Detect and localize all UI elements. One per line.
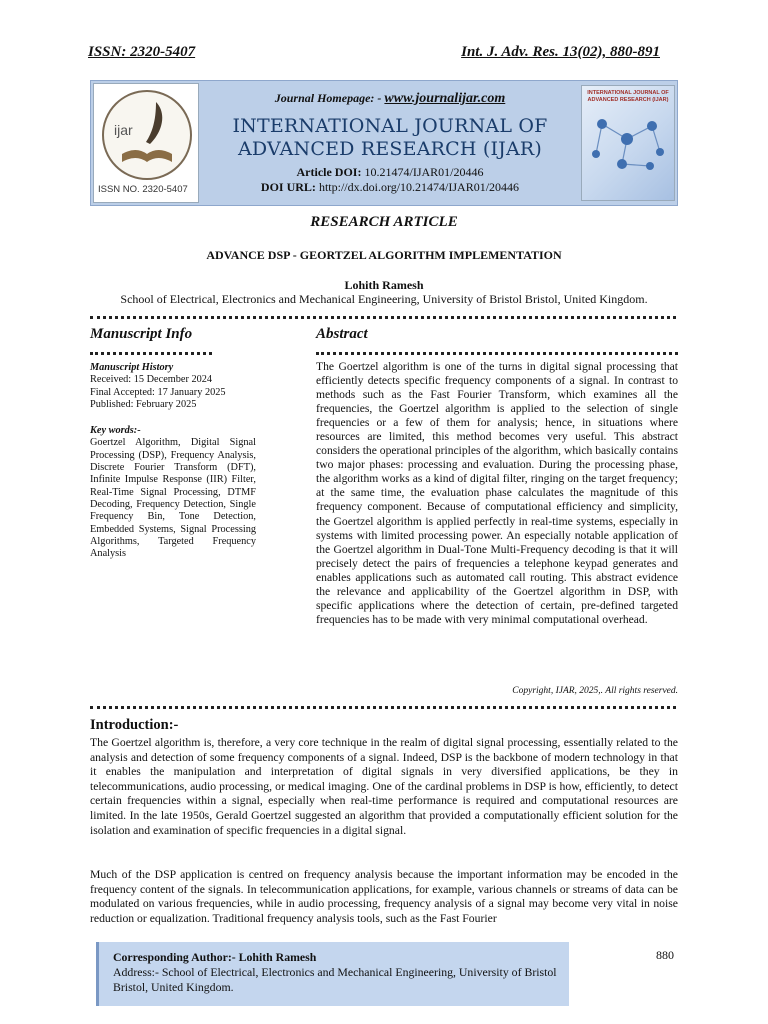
published-date: Published: February 2025 bbox=[90, 398, 197, 410]
banner-center bbox=[203, 91, 577, 195]
article-doi bbox=[203, 165, 577, 180]
abstract-text: The Goertzel algorithm is one of the turns in digital signal processing that efficiently detects specific frequency components of a signal. In contrast to methods such as the Fast Fourier Transform, which examines all the frequencies, the Goertzel algorithm is applied to the selection of single frequencies or a few of them for analysis; hence, in situations where resources are limited, this method becomes very useful. This abstract considers the operational principles of the algorithm, which basically contains two major phases: processing and evaluation. During the processing phase, the algorithm works as a kind of digital filter, ringing on the target frequency; at the same time, the evaluation phase calculates the magnitude of this frequency component. Because of computational efficiency and simplicity, the Goertzel algorithm is applied perfectly in real-time systems, especially in systems with limited processing power. An especially notable application of the Goertzel algorithm in Dual-Tone Multi-Frequency decoding is that it will precisely detect the pairs of frequencies a telephone keypad generates and enables applications such as automated call routing. This abstract evidence the relevance and applicability of the Goertzel algorithm in DSP, with specific applications where the detection of certain, pre-defined targeted frequencies has to be made with very minimal computational overhead. bbox=[316, 360, 678, 626]
article-doi-label: Article DOI: bbox=[296, 165, 362, 179]
divider-top bbox=[90, 316, 676, 319]
article-type: RESEARCH ARTICLE bbox=[310, 214, 458, 230]
molecule-icon bbox=[582, 104, 674, 184]
homepage-link[interactable]: www.journalijar.com bbox=[384, 91, 506, 106]
journal-banner bbox=[90, 80, 678, 206]
running-header bbox=[88, 44, 660, 61]
logo-wordmark: ijar bbox=[114, 122, 133, 138]
logo-issn: ISSN NO. 2320-5407 bbox=[98, 184, 188, 195]
manuscript-info bbox=[90, 362, 256, 560]
divider-bottom bbox=[90, 706, 676, 709]
keywords-list: Goertzel Algorithm, Digital Signal Processing (DSP), Frequency Analysis, Discrete Fourier Transform (DFT), Infinite Impulse Response (IIR) Filter, Real-Time Signal Processing, DTMF Decoding, Frequency Detection, Single Frequency Bin, Tone Detection, Embedded Systems, Signal Processing Algorithms, Targeted Frequency Analysis bbox=[90, 437, 256, 560]
doi-url bbox=[203, 180, 577, 195]
introduction-heading: Introduction:- bbox=[90, 717, 179, 733]
introduction-paragraph-2: Much of the DSP application is centred on frequency analysis because the important information may be encoded in the frequency content of the signals. In telecommunication applications, for example, various channels or streams of data can be modulated on various frequencies, while in audio processing, frequency analysis of a signal may become very vital in noise reduction or equalization. Traditional frequency analysis tools, such as the Fast Fourier bbox=[90, 868, 678, 925]
manuscript-history-heading: Manuscript History bbox=[90, 362, 174, 373]
divider-abstract bbox=[316, 352, 678, 355]
cover-title: INTERNATIONAL JOURNAL OF ADVANCED RESEARCH (IJAR) bbox=[587, 90, 669, 103]
manuscript-info-heading: Manuscript Info bbox=[90, 326, 193, 342]
divider-manuscript bbox=[90, 352, 212, 355]
journal-title-line2: ADVANCED RESEARCH (IJAR) bbox=[237, 138, 543, 160]
page-number: 880 bbox=[656, 948, 674, 962]
journal-title-line1: INTERNATIONAL JOURNAL OF bbox=[232, 115, 548, 137]
homepage-label: Journal Homepage: - bbox=[274, 91, 382, 105]
accepted-date: Final Accepted: 17 January 2025 bbox=[90, 386, 226, 398]
author-name: Lohith Ramesh bbox=[344, 278, 424, 292]
abstract-heading: Abstract bbox=[316, 326, 368, 342]
copyright-notice: Copyright, IJAR, 2025,. All rights reserved. bbox=[512, 686, 678, 696]
article-doi-value: 10.21474/IJAR01/20446 bbox=[364, 165, 484, 179]
journal-title bbox=[203, 115, 577, 161]
author-affiliation: School of Electrical, Electronics and Mechanical Engineering, University of Bristol Bristol, United Kingdom. bbox=[120, 292, 648, 306]
citation-text: Int. J. Adv. Res. 13(02), 880-891 bbox=[461, 44, 660, 60]
introduction-paragraph-1: The Goertzel algorithm is, therefore, a very core technique in the realm of digital signal processing, essentially related to the analysis and detection of some frequency components of a signal. Indeed, DSP is the backbone of modern technology in that it enables the manipulation and interpretation of digital signals in very diversified applications, be they in telecommunications, audio processing, or medical imaging. One of the cardinal problems in DSP is how, efficiently, to detect certain frequencies within a signal, especially when real-time performance is required and computational resources are limited. In the late 1950s, Gerald Goertzel suggested an algorithm that provided a computationally efficient solution for the isolation and examination of specific frequencies in a digital signal. bbox=[90, 736, 678, 837]
corresponding-author: Corresponding Author:- Lohith Ramesh bbox=[113, 950, 317, 964]
author-address: Address:- School of Electrical, Electronics and Mechanical Engineering, University of Bristol Bristol, United Kingdom. bbox=[113, 965, 557, 994]
journal-logo bbox=[93, 83, 199, 203]
issn-text: ISSN: 2320-5407 bbox=[88, 44, 196, 60]
doi-url-label: DOI URL: bbox=[260, 180, 316, 194]
paper-title: ADVANCE DSP - GEORTZEL ALGORITHM IMPLEMENTATION bbox=[206, 248, 562, 262]
journal-homepage bbox=[203, 91, 577, 107]
received-date: Received: 15 December 2024 bbox=[90, 374, 213, 386]
corresponding-author-box bbox=[96, 942, 569, 1006]
doi-url-link[interactable]: http://dx.doi.org/10.21474/IJAR01/20446 bbox=[318, 180, 520, 194]
journal-cover-image bbox=[581, 85, 675, 201]
keywords-heading: Key words:- bbox=[90, 425, 141, 437]
